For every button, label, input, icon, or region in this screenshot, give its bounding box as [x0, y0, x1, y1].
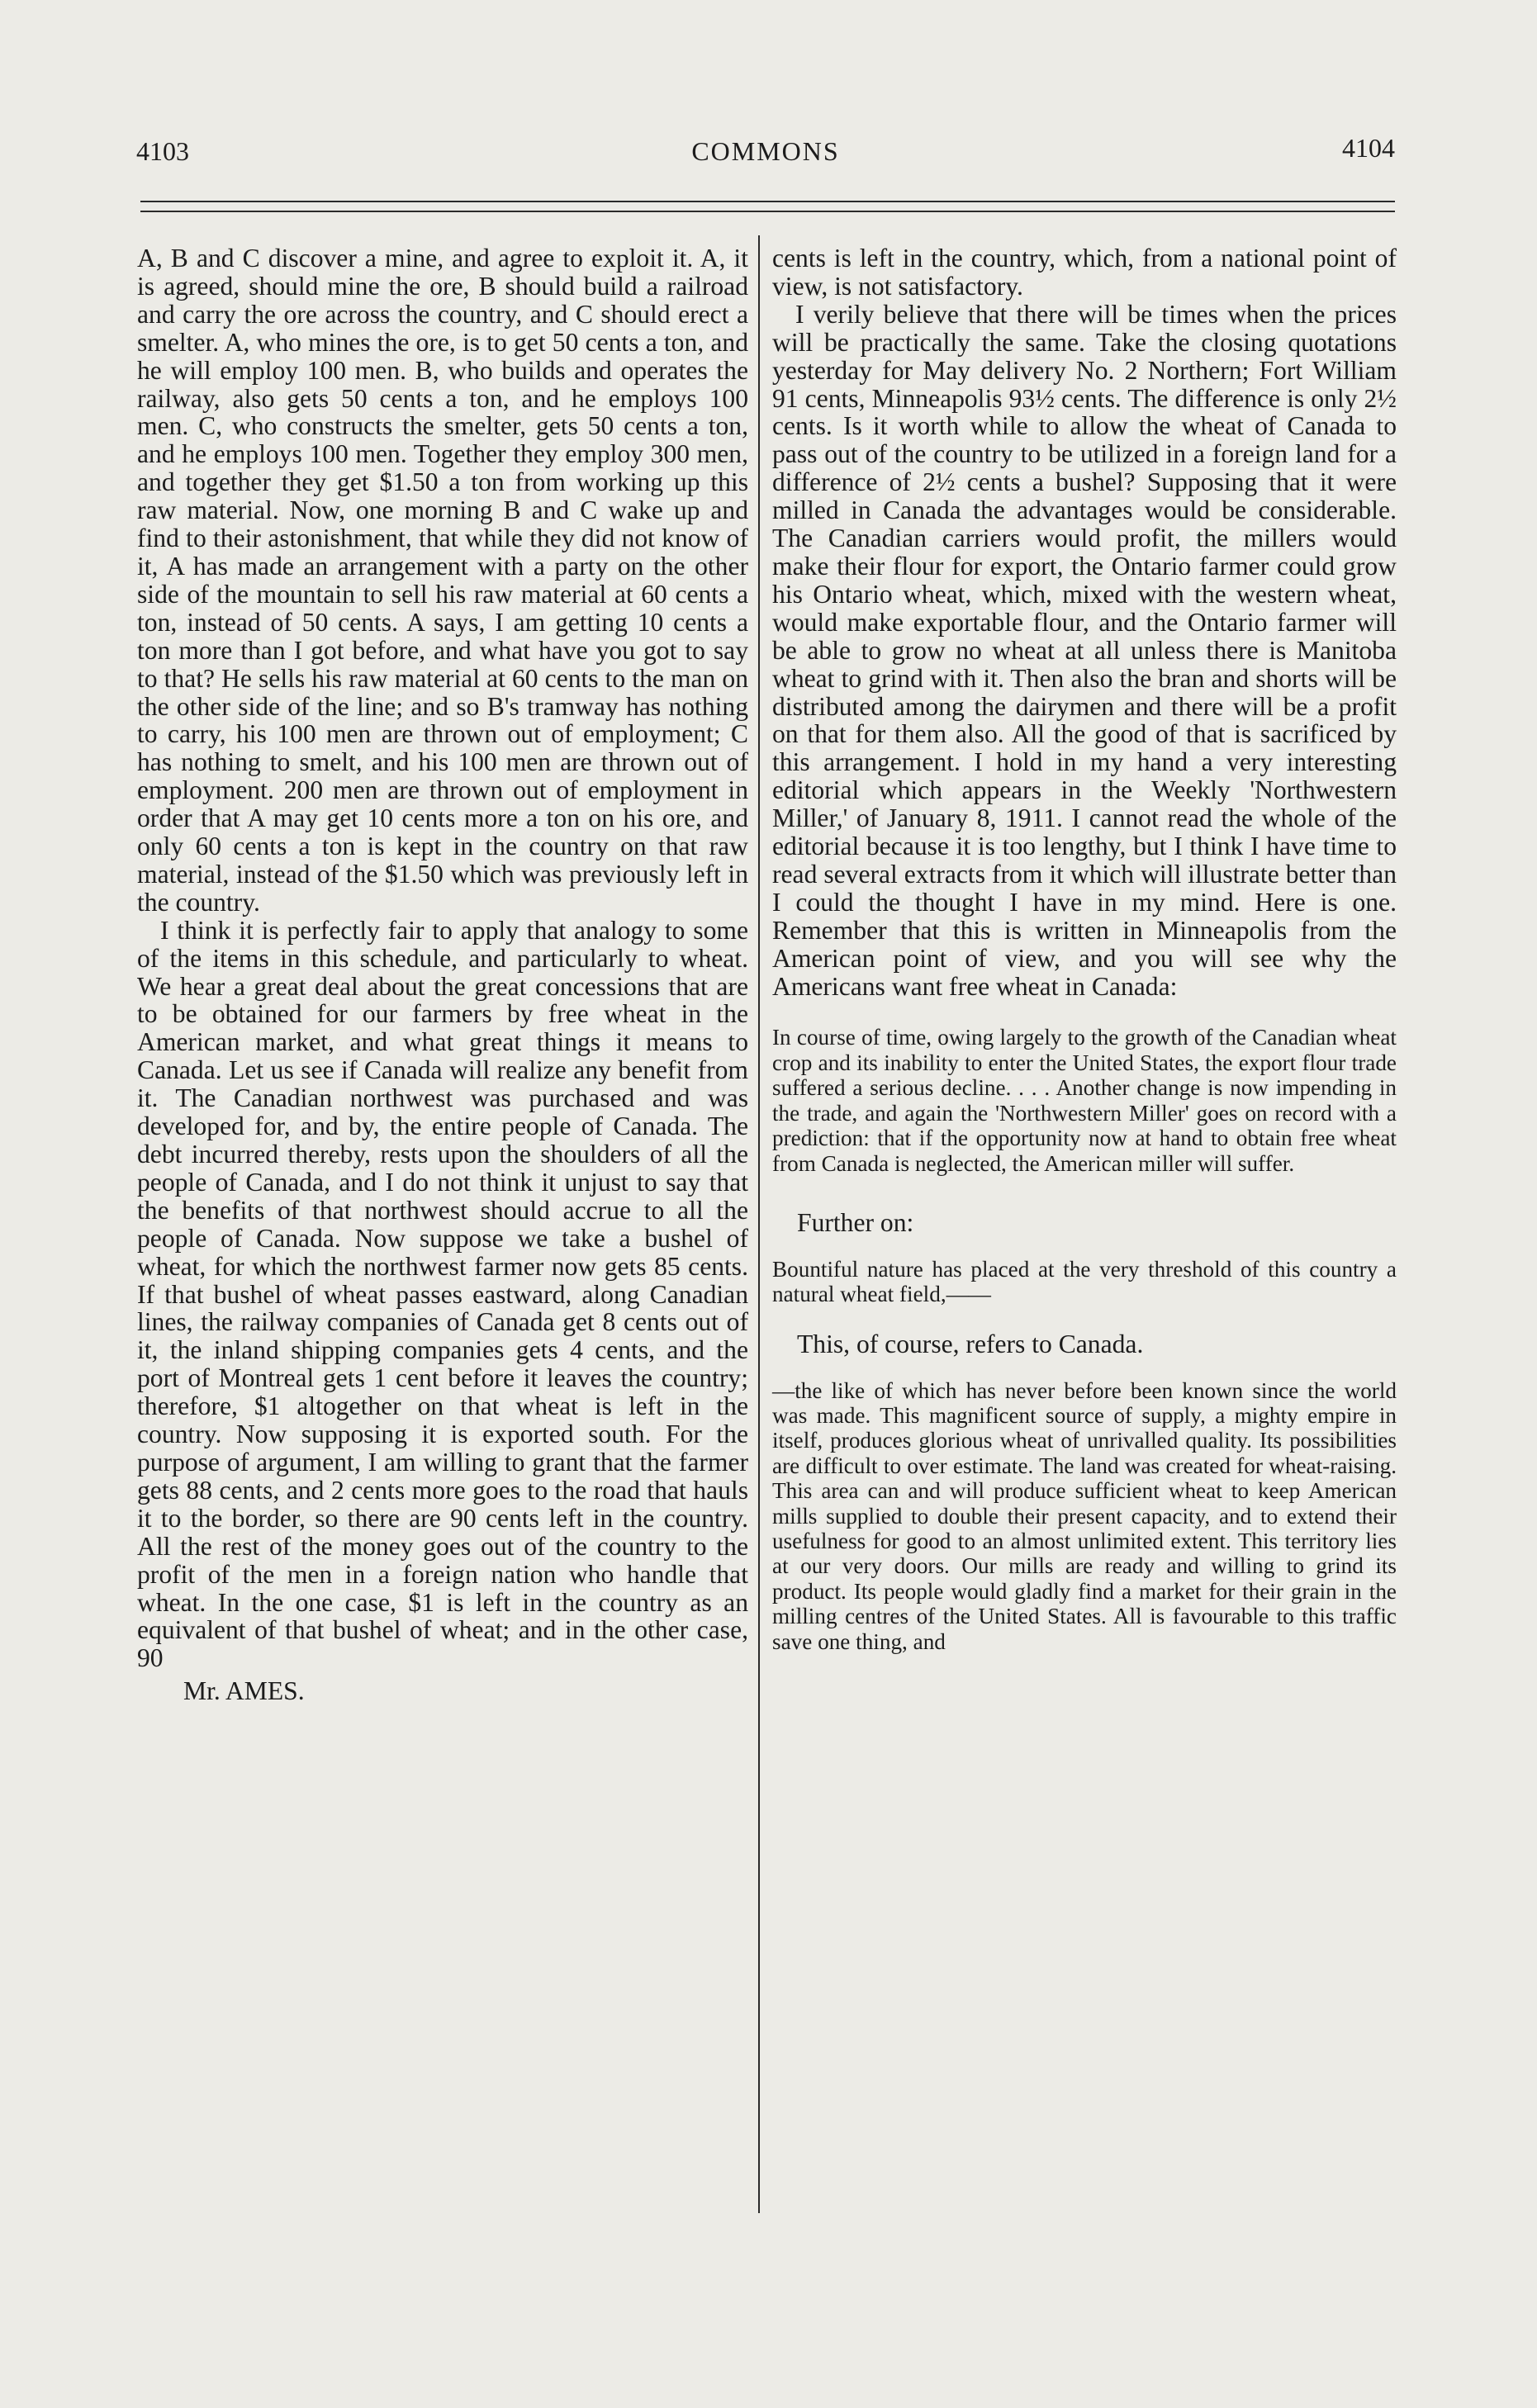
right-column [772, 244, 1397, 1654]
left-paragraph-2: I think it is perfectly fair to apply that analogy to some of the items in this schedule, and particularly to wheat. We hear a great deal about the great concessions that are to be obtained for our farmers by free wheat in the American market, and what great things it means to Canada. Let us see if Canada will realize any benefit from it. The Canadian northwest was purchased and was developed for, and by, the entire people of Canada. The debt incurred thereby, rests upon the shoulders of all the people of Canada, and I do not think it unjust to say that the benefits of that northwest should accrue to all the people of Canada. Now suppose we take a bushel of wheat, for which the northwest farmer now gets 85 cents. If that bushel of wheat passes eastward, along Canadian lines, the railway companies of Canada get 8 cents out of it, the inland shipping companies gets 4 cents, and the port of Montreal gets 1 cent before it leaves the country; therefore, $1 altogether on that wheat is left in the country. Now supposing it is exported south. For the purpose of argument, I am willing to grant that the farmer gets 88 cents, and 2 cents more goes to the road that hauls it to the border, so there are 90 cents left in the country. All the rest of the money goes out of the country to the profit of the men in a foreign nation who handle that wheat. In the one case, $1 is left in the country as an equivalent of that bushel of wheat; and in the other case, 90 [137, 915, 748, 1673]
speaker-name: Mr. AMES. [183, 1676, 305, 1706]
right-continuation: cents is left in the country, which, from a national point of view, is not satisfactory. [772, 244, 1397, 301]
editorial-quote-3: —the like of which has never before been known since the world was made. This magnificent source of supply, a mighty empire in itself, produces glorious wheat of unrivalled quality. Its possibilities are difficult to over estimate. The land was created for wheat-raising. This area can and will produce sufficient wheat to keep American mills supplied to double their present capacity, and to extend their usefulness for good to an almost unlimited extent. This territory lies at our very doors. Our mills are ready and willing to grind its product. Its people would gladly find a market for their grain in the milling centres of the United States. All is favourable to this traffic save one thing, and [772, 1377, 1397, 1654]
of-course-text: This, of course, refers to Canada. [797, 1329, 1144, 1358]
page-header [136, 133, 1395, 179]
header-double-rule [140, 201, 1395, 212]
right-paragraph: I verily believe that there will be times when the prices will be practically the same. Take the closing quotations yesterday for May delivery No. 2 Northern; Fort William 91 cents, Minneapolis 93½ cents. The difference is only 2½ cents. Is it worth while to allow the wheat of Canada to pass out of the country to be utilized in a foreign land for a difference of 2½ cents a bushel? Supposing that it were milled in Canada the advantages would be considerable. The Canadian carriers would profit, the millers would make their flour for export, the Ontario farmer could grow his Ontario wheat, which, mixed with the western wheat, would make exportable flour, and the Ontario farmer will be able to grow no wheat at all unless there is Manitoba wheat to grind with it. Then also the bran and shorts will be distributed among the dairymen and there will be a profit on that for them also. All the good of that is sacrificed by this arrangement. I hold in my hand a very interesting editorial which appears in the Weekly 'Northwestern Miller,' of January 8, 1911. I cannot read the whole of the editorial because it is too lengthy, but I think I have time to read several extracts from it which will illustrate better than I could the thought I have in my mind. Here is one. Remember that this is written in Minneapolis from the American point of view, and you will see why the Americans want free wheat in Canada: [772, 299, 1397, 1001]
left-page-number: 4103 [136, 136, 189, 166]
left-paragraph-1: A, B and C discover a mine, and agree to exploit it. A, it is agreed, should mine the ore, B should build a railroad and carry the ore across the country, and C should erect a smelter. A, who mines the ore, is to get 50 cents a ton, and he will employ 100 men. B, who builds and operates the railway, also gets 50 cents a ton, and he employs 100 men. C, who constructs the smelter, gets 50 cents a ton, and he employs 100 men. Together they employ 300 men, and together they get $1.50 a ton from working up this raw material. Now, one morning B and C wake up and find to their astonishment, that while they did not know of it, A has made an arrangement with a party on the other side of the mountain to sell his raw material at 60 cents a ton, instead of 50 cents. A says, I am getting 10 cents a ton more than I got before, and what have you got to say to that? He sells his raw material at 60 cents to the man on the other side of the line; and so B's tramway has nothing to carry, his 100 men are thrown out of employment; C has nothing to smelt, and his 100 men are thrown out of employment. 200 men are thrown out of employment in order that A may get 10 cents more a ton on his ore, and only 60 cents a ton is kept in the country on that raw material, instead of the $1.50 which was previously left in the country. [137, 244, 748, 917]
editorial-quote-2: Bountiful nature has placed at the very threshold of this country a natural wheat field,—— [772, 1256, 1397, 1307]
running-title: COMMONS [691, 136, 840, 166]
left-column [137, 244, 748, 1705]
column-divider [758, 235, 760, 2213]
editorial-quote-1: In course of time, owing largely to the growth of the Canadian wheat crop and its inability to enter the United States, the export flour trade suffered a serious decline. . . . Another change is now impending in the trade, and again the 'Northwestern Miller' goes on record with a prediction: that if the opportunity now at hand to obtain free wheat from Canada is neglected, the American miller will suffer. [772, 1025, 1397, 1176]
further-on-text: Further on: [797, 1207, 914, 1237]
right-page-number: 4104 [1342, 133, 1395, 163]
